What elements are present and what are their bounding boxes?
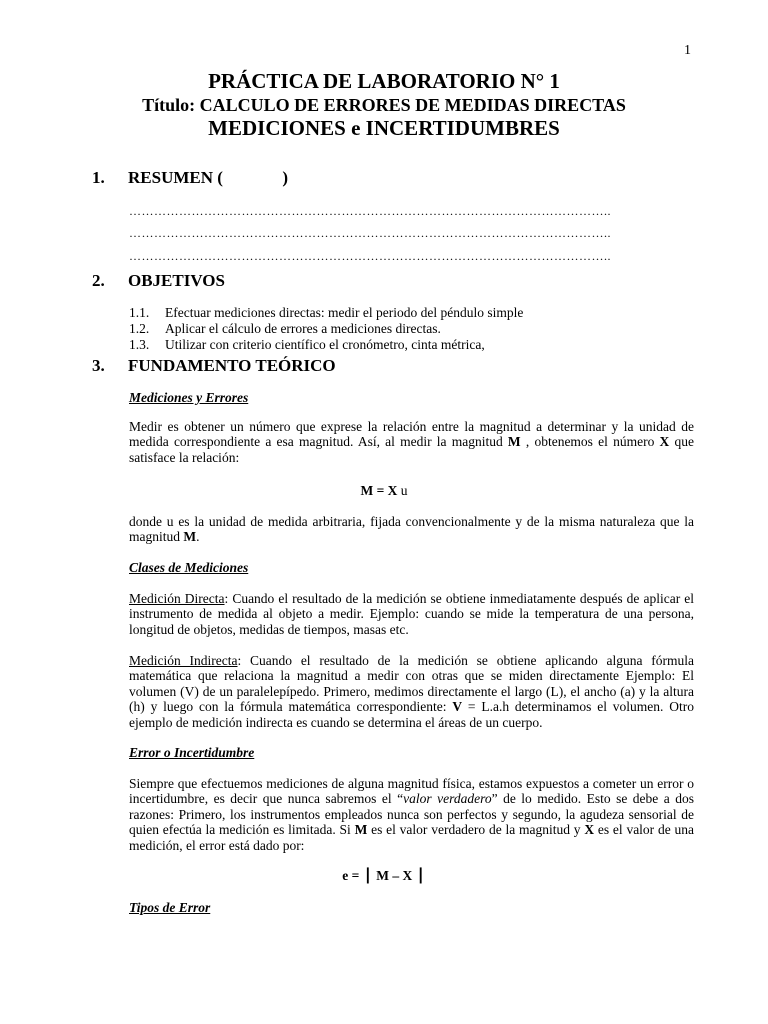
paragraph-medir: Medir es obtener un número que exprese la relación entre la magnitud a determinar y la unidad de medida correspondiente a esa magnitud. Así, al medir la magnitud M , obtenemos el número X que satisface la relación:: [129, 419, 694, 465]
formula-error: e = ⎪ M – X ⎪: [342, 868, 426, 883]
objective-item: 1.2. Aplicar el cálculo de errores a mediciones directas.: [129, 321, 441, 336]
summary-line: ……………………………………………………………………………………………………..: [129, 204, 611, 218]
paragraph-medicion-directa: Medición Directa: Cuando el resultado de la medición se obtiene inmediatamente después de aplicar el instrumento de medida al objeto a medir. Ejemplo: cuando se mide la temperatura de una persona, longitud de objetos, medidas de tiempos, masas etc.: [129, 591, 694, 637]
section-heading-resumen: 1. RESUMEN ( ): [92, 168, 289, 187]
formula-m-equals-xu: M = X u: [360, 483, 408, 498]
summary-line: ……………………………………………………………………………………………………..: [129, 249, 611, 263]
paragraph-medicion-indirecta: Medición Indirecta: Cuando el resultado de la medición se obtiene aplicando alguna fórmula matemática que relaciona la magnitud a medir con otras que se miden directamente Ejemplo: El volumen (V) de un paralelepípedo. Primero, medimos directamente el largo (L), el ancho (a) y la altura (h) y luego con la fórmula matemática correspondiente: V = L.a.h determinamos el volumen. Otro ejemplo de medición indirecta es cuando se determina el áreas de un cuerpo.: [129, 653, 695, 730]
paragraph-error: Siempre que efectuemos mediciones de alguna magnitud física, estamos expuestos a cometer un error o incertidumbre, es decir que nunca sabremos el “valor verdadero” de lo medido. Esto se debe a dos razones: Primero, los instrumentos empleados nunca son perfectos y segundo, la agudeza sensorial de quien efectúa la medición es limitada. Si M es el valor verdadero de la magnitud y X es el valor de una medición, el error está dado por:: [129, 776, 694, 853]
section-heading-objetivos: 2. OBJETIVOS: [92, 271, 225, 290]
objective-item: 1.3. Utilizar con criterio científico el cronómetro, cinta métrica,: [129, 337, 485, 352]
practice-topic: MEDICIONES e INCERTIDUMBRES: [208, 116, 560, 140]
subheading-error-incertidumbre: Error o Incertidumbre: [129, 745, 255, 760]
practice-title: PRÁCTICA DE LABORATORIO N° 1: [208, 69, 560, 93]
paragraph-donde: donde u es la unidad de medida arbitraria, fijada convencionalmente y de la misma naturaleza que la magnitud M.: [129, 514, 694, 545]
subheading-tipos-error: Tipos de Error: [129, 900, 211, 915]
document-title-block: [0, 69, 768, 141]
practice-subtitle: Título: CALCULO DE ERRORES DE MEDIDAS DIRECTAS: [142, 95, 626, 115]
objective-item: 1.1. Efectuar mediciones directas: medir el periodo del péndulo simple: [129, 305, 524, 320]
page-number: 1: [684, 43, 691, 58]
subheading-clases-mediciones: Clases de Mediciones: [129, 560, 249, 575]
subheading-mediciones-errores: Mediciones y Errores: [129, 390, 249, 405]
section-heading-fundamento: 3. FUNDAMENTO TEÓRICO: [92, 356, 336, 375]
summary-line: ……………………………………………………………………………………………………..: [129, 226, 611, 240]
